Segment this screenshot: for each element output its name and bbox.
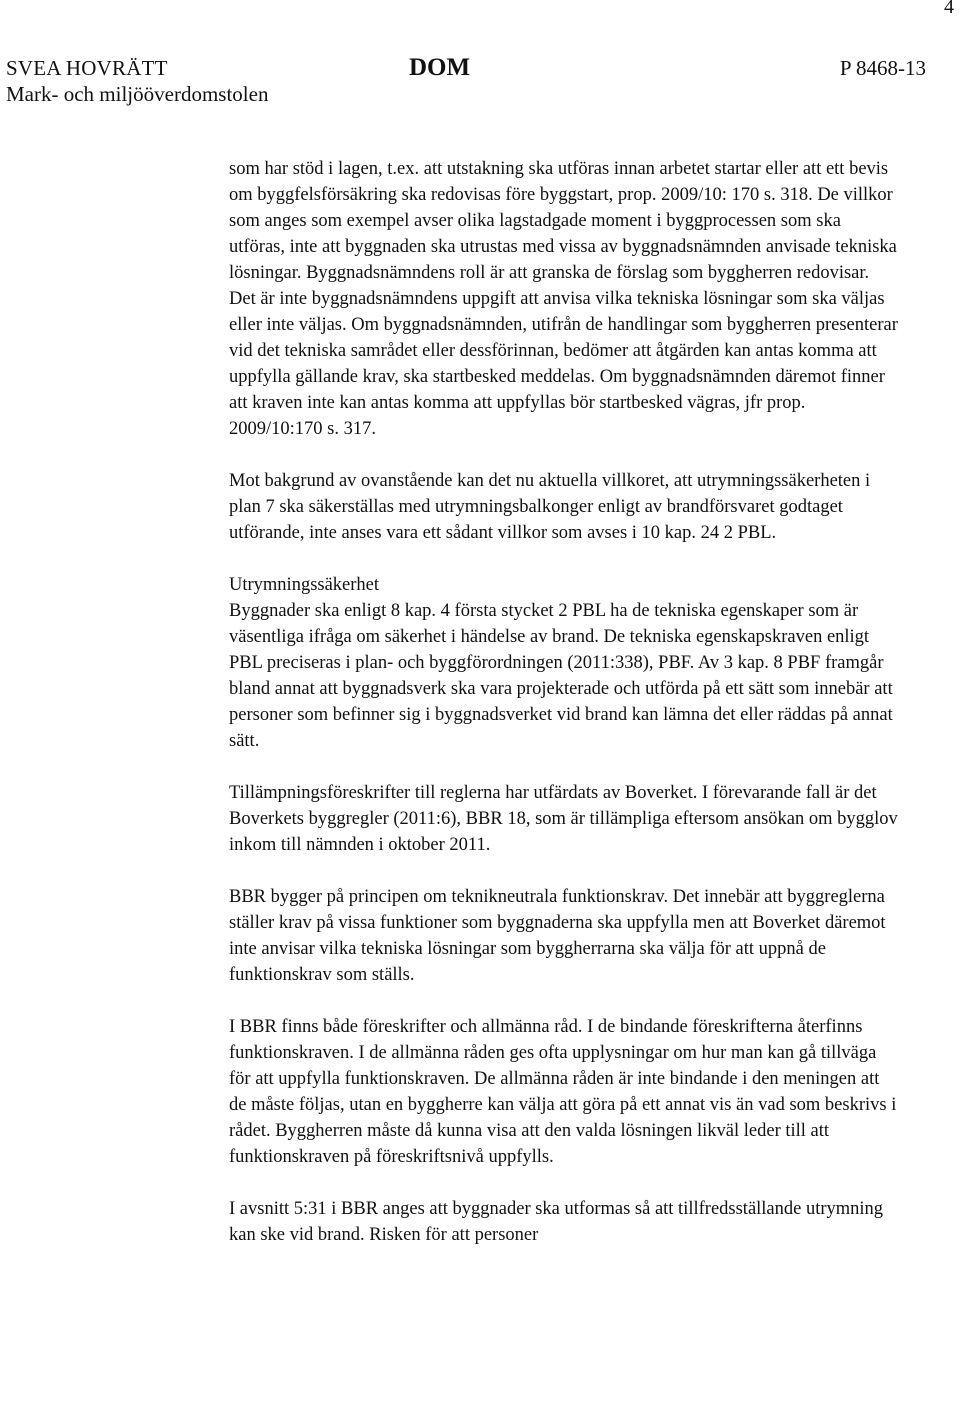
paragraph: som har stöd i lagen, t.ex. att utstakning ska utföras innan arbetet startar eller att ett bevis om byggfelsförsäkring ska redovisas före byggstart, prop. 2009/10: 170 s. 318. De villkor som anges som exempel avser olika lagstadgade moment i byggprocessen som ska utföras, inte att byggnaden ska utrustas med vissa av byggnadsnämnden anvisade tekniska lösningar. Byggnadsnämndens roll är att granska de förslag som byggherren redovisar. Det är inte byggnadsnämndens uppgift att anvisa vilka tekniska lösningar som ska väljas eller inte väljas. Om byggnadsnämnden, utifrån de handlingar som byggherren presenterar vid det tekniska samrådet eller dessförinnan, bedömer att åtgärden kan antas komma att uppfylla gällande krav, ska startbesked meddelas. Om byggnadsnämnden däremot finner att kraven inte kan antas komma att uppfyllas bör startbesked vägras, jfr prop. 2009/10:170 s. 317. [229,159,898,439]
paragraph: I avsnitt 5:31 i BBR anges att byggnader ska utformas så att tillfredsställande utrymning kan ske vid brand. Risken för att personer [229,1199,884,1245]
document-header [6,55,926,115]
paragraph: Tillämpningsföreskrifter till reglerna har utfärdats av Boverket. I förevarande fall är det Boverkets byggregler (2011:6), BBR 18, som är tillämpliga eftersom ansökan om bygglov inkom till nämnden i oktober 2011. [229,783,898,855]
paragraph: Mot bakgrund av ovanstående kan det nu aktuella villkoret, att utrymningssäkerheten i plan 7 ska säkerställas med utrymningsbalkonger enligt av brandförsvaret godtaget utförande, inte anses vara ett sådant villkor som avses i 10 kap. 24 2 PBL. [229,471,871,543]
court-division: Mark- och miljööverdomstolen [6,82,269,106]
case-number: P 8468-13 [839,56,926,80]
paragraph: I BBR finns både föreskrifter och allmänna råd. I de bindande föreskrifterna återfinns funktionskraven. I de allmänna råden ges ofta upplysningar om hur man kan gå tillväga för att uppfylla funktionskraven. De allmänna råden är inte bindande i den meningen att de måste följas, utan en byggherre kan välja att göra på ett annat vis än vad som beskrivs i rådet. Byggherren måste då kunna visa att den valda lösningen likväl leder till att funktionskraven på föreskriftsnivå uppfylls. [229,1017,897,1167]
page-number: 4 [944,0,954,18]
section-block [229,572,899,754]
paragraph: BBR bygger på principen om teknikneutrala funktionskrav. Det innebär att byggreglerna ställer krav på vissa funktioner som byggnaderna ska uppfylla men att Boverket däremot inte anvisar vilka tekniska lösningar som byggherrarna ska välja för att uppnå de funktionskrav som ställs. [229,887,886,985]
section-heading: Utrymningssäkerhet [229,575,380,595]
document-type: DOM [409,54,471,81]
court-name: SVEA HOVRÄTT [6,56,168,80]
paragraph: Byggnader ska enligt 8 kap. 4 första stycket 2 PBL ha de tekniska egenskaper som är väsentliga ifråga om säkerhet i händelse av brand. De tekniska egenskapskraven enligt PBL preciseras i plan- och byggförordningen (2011:338), PBF. Av 3 kap. 8 PBF framgår bland annat att byggnadsverk ska vara projekterade och utförda på ett sätt som innebär att personer som befinner sig i byggnadsverket vid brand kan lämna det eller räddas på annat sätt. [229,601,893,751]
document-body [229,156,899,1274]
